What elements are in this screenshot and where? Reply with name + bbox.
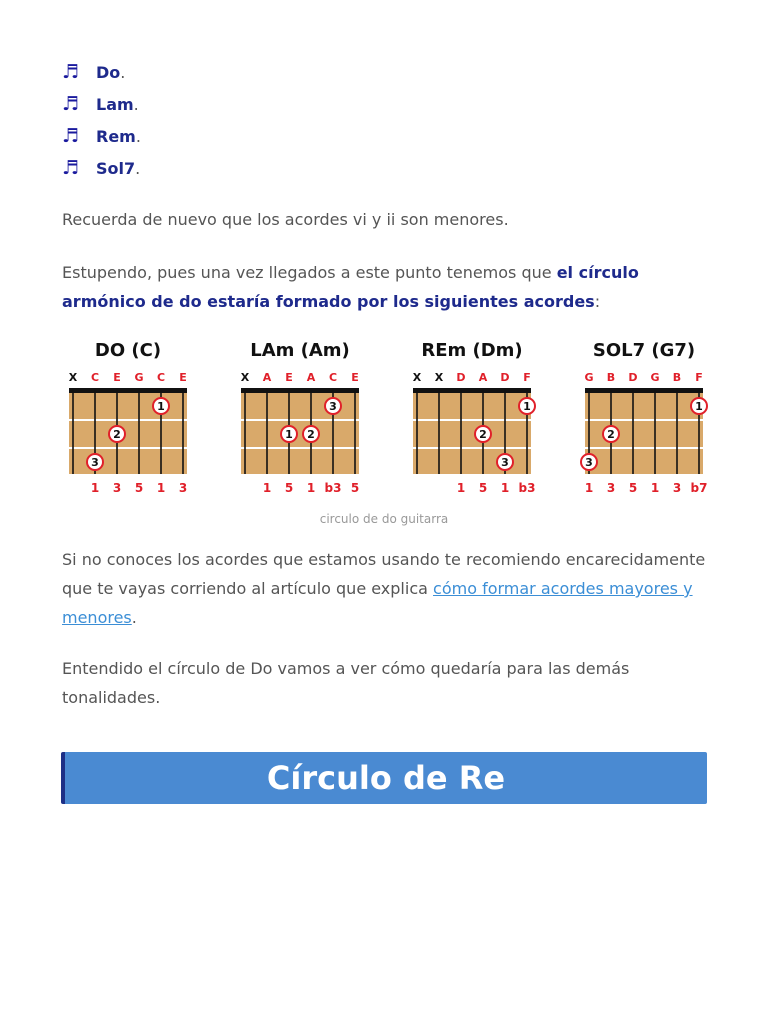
string-note: C — [90, 371, 100, 384]
image-caption: circulo de do guitarra — [319, 512, 449, 526]
article-link[interactable]: cómo formar acordes mayores y menores — [62, 579, 693, 627]
string-note: E — [351, 371, 359, 384]
string-note: E — [285, 371, 293, 384]
chord-label: Rem — [96, 126, 136, 146]
chord-label: Lam — [96, 94, 134, 114]
degree-label: b3 — [324, 481, 342, 495]
string-note: F — [523, 371, 531, 384]
degree-label: 1 — [156, 481, 166, 495]
finger-number: 1 — [695, 400, 703, 413]
degree-label: b3 — [518, 481, 536, 495]
string-note: A — [306, 371, 316, 384]
list-item: ♬ Sol7 . — [62, 157, 141, 179]
string-note: X — [68, 371, 78, 384]
string-note: D — [628, 371, 638, 384]
highlight-text: el círculo armónico de do estaría formado por los siguientes acordes — [62, 263, 639, 311]
string-note: D — [456, 371, 466, 384]
chord-label: Sol7 — [96, 158, 136, 178]
string-note: G — [650, 371, 660, 384]
string-note: X — [240, 371, 250, 384]
chord-name: SOL7 (G7) — [592, 340, 696, 361]
string-note: E — [113, 371, 121, 384]
degree-label: 1 — [584, 481, 594, 495]
fretboard — [241, 388, 359, 474]
degree-label: 1 — [306, 481, 316, 495]
nut — [585, 388, 703, 393]
degree-label: b7 — [690, 481, 708, 495]
finger-number: 2 — [113, 428, 121, 441]
list-item: ♬ Do . — [62, 61, 126, 83]
string-note: A — [478, 371, 488, 384]
finger-number: 2 — [607, 428, 615, 441]
degree-label: 5 — [134, 481, 144, 495]
finger-number: 3 — [91, 456, 99, 469]
string-note: F — [695, 371, 703, 384]
chord-name: LAm (Am) — [250, 340, 350, 361]
degree-label: 1 — [650, 481, 660, 495]
list-item: ♬ Rem . — [62, 125, 141, 147]
finger-number: 1 — [523, 400, 531, 413]
finger-number: 3 — [501, 456, 509, 469]
degree-label: 3 — [112, 481, 122, 495]
finger-number: 2 — [307, 428, 315, 441]
chord-label: Do — [96, 62, 121, 82]
degree-label: 5 — [628, 481, 638, 495]
string-note: G — [584, 371, 594, 384]
string-note: B — [606, 371, 616, 384]
string-note: G — [134, 371, 144, 384]
degree-label: 1 — [90, 481, 100, 495]
paragraph-minor-chords: Recuerda de nuevo que los acordes vi y ii son menores. — [62, 210, 509, 229]
finger-number: 1 — [285, 428, 293, 441]
finger-number: 1 — [157, 400, 165, 413]
music-note-icon: ♬ — [62, 61, 80, 83]
string-note: X — [412, 371, 422, 384]
string-note: B — [672, 371, 682, 384]
paragraph-circle-intro: Estupendo, pues una vez llegados a este punto tenemos que el círculo armónico de do estaría formado por los siguientes acordes: — [62, 263, 639, 311]
list-item: ♬ Lam . — [62, 93, 139, 115]
degree-label: 1 — [262, 481, 272, 495]
paragraph-other-keys: Entendido el círculo de Do vamos a ver cómo quedaría para las demás tonalidades. — [62, 659, 630, 707]
degree-label: 1 — [500, 481, 510, 495]
nut — [241, 388, 359, 393]
string-note: X — [434, 371, 444, 384]
degree-label: 5 — [284, 481, 294, 495]
finger-number: 3 — [585, 456, 593, 469]
paragraph-recommendation: Si no conoces los acordes que estamos usando te recomiendo encarecidamente que te vayas corriendo al artículo que explica cómo formar acordes mayores y menores. — [62, 550, 706, 627]
section-heading-banner — [61, 752, 707, 804]
music-note-icon: ♬ — [62, 157, 80, 179]
degree-label: 1 — [456, 481, 466, 495]
nut — [413, 388, 531, 393]
music-note-icon: ♬ — [62, 93, 80, 115]
degree-label: 3 — [606, 481, 616, 495]
degree-label: 5 — [478, 481, 488, 495]
chord-name: DO (C) — [94, 340, 162, 361]
degree-label: 3 — [672, 481, 682, 495]
string-note: C — [156, 371, 166, 384]
chord-diagrams — [55, 330, 715, 500]
string-note: E — [179, 371, 187, 384]
nut — [69, 388, 187, 393]
string-note: D — [500, 371, 510, 384]
chord-name: REm (Dm) — [421, 340, 523, 361]
chord-list — [62, 56, 141, 184]
music-note-icon: ♬ — [62, 125, 80, 147]
finger-number: 2 — [479, 428, 487, 441]
degree-label: 3 — [178, 481, 188, 495]
string-note: C — [328, 371, 338, 384]
degree-label: 5 — [350, 481, 360, 495]
string-note: A — [262, 371, 272, 384]
section-title: Círculo de Re — [266, 759, 506, 797]
finger-number: 3 — [329, 400, 337, 413]
